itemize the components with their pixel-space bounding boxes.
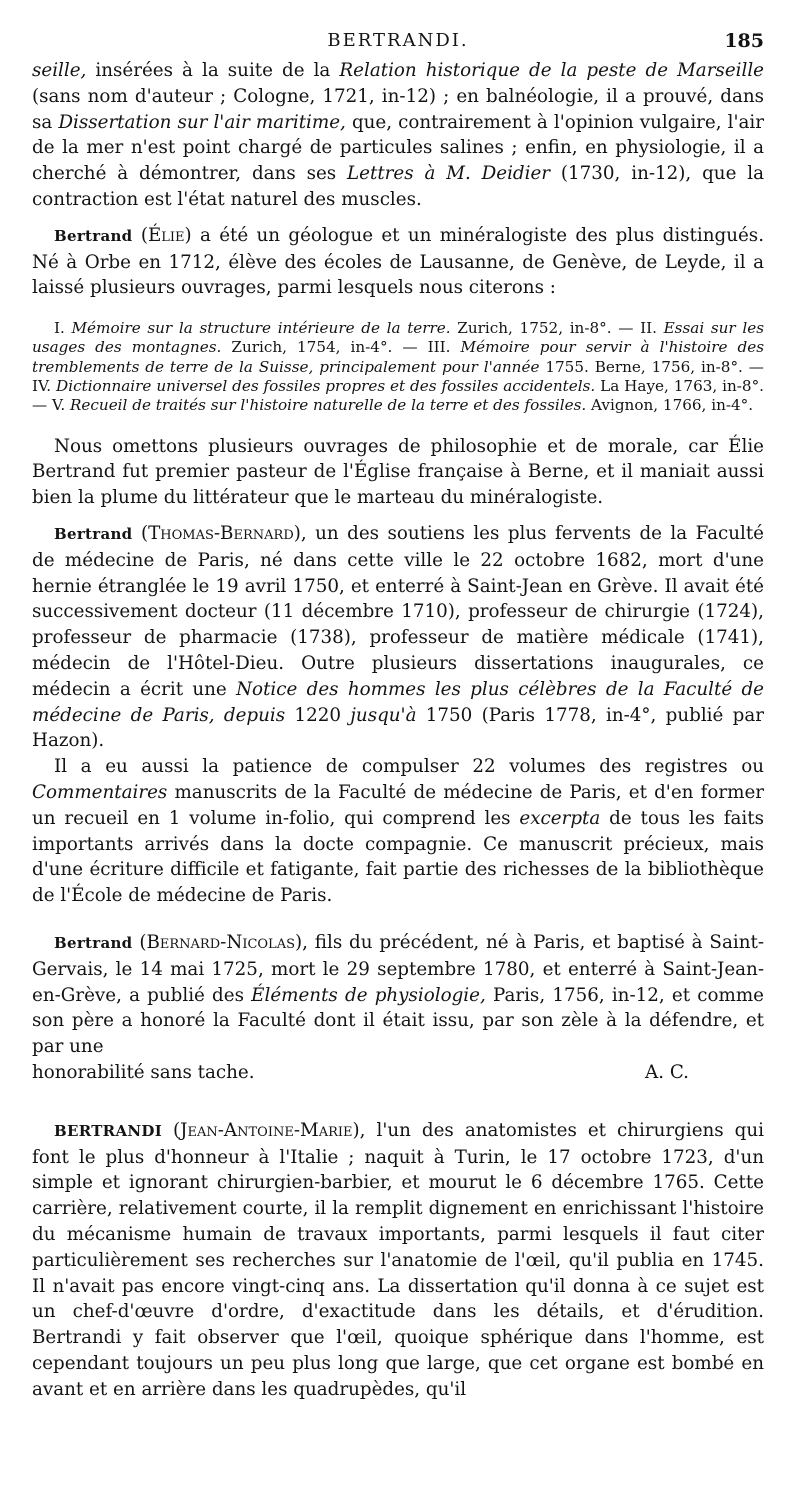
entry-signature-line (32, 1060, 764, 1086)
author-initials: A. C. (645, 1061, 689, 1083)
work-title: Notice des hommes les plus célèbres de la Faculté de médecine de Paris, depuis (32, 678, 764, 726)
book-title: Relation historique de la peste de Marseille (339, 60, 764, 81)
paragraph-continuation (32, 58, 764, 213)
entry-given-name: (Thomas-Bernard) (140, 523, 301, 545)
entry-headword: BERTRANDI (54, 1121, 163, 1140)
entry-bertrandi (32, 1118, 764, 1403)
text-run: insérées à la suite de la (86, 60, 340, 81)
work-title: Mémoire pour servir à l'histoire des tremblements de terre de la Suisse, principalement pour l'année (32, 338, 764, 376)
work-title: Commentaires (32, 782, 168, 804)
entry-bertrand-thomas-bernard (32, 521, 764, 754)
text-run: Il a eu aussi la patience de compulser 22 volumes des registres ou (54, 756, 764, 778)
paragraph-philosophy-note: Nous omettons plusieurs ouvrages de philosophie et de morale, car Élie Bertrand fut premier pasteur de l'Église française à Berne, et il maniait aussi bien la plume du littérateur que le marteau du minéralogiste. (32, 435, 764, 509)
text-run: , l'un des anatomistes et chirurgiens qui font le plus d'honneur à l'Italie ; naquit à Turin, le 17 octobre 1723, d'un simple et ignorant chirurgien-barbier, et mourut le 6 décembre 1765. Cette carrière, relativement courte, il la remplit dignement en enrichissant l'histoire du mécanisme humain de travaux importants, parmi lesquels il faut citer particulièrement ses recherches sur l'anatomie de l'œil, qu'il publia en 1745. Il n'avait pas encore vingt-cinq ans. La dissertation qu'il donna à ce sujet est un chef-d'œuvre d'ordre, d'exactitude dans les détails, et d'érudition. Bertrandi y fait observer que l'œil, quoique sphérique dans l'homme, est cependant toujours un peu plus long que large, que cet organe est bombé en avant et en arrière dans les quadrupèdes, qu'il (32, 1119, 764, 1400)
text-run: I. (54, 319, 72, 338)
entry-bertrand-bernard-nicolas (32, 930, 764, 1060)
work-title: Essai sur les usages des montagnes. (32, 319, 764, 357)
text-run: Zurich, 1754, in-4°. — III. (221, 338, 461, 357)
text-run: Zurich, 1752, in-8°. — II. (450, 319, 664, 338)
running-title: BERTRANDI. (327, 30, 469, 51)
paragraph-commentaires (32, 754, 764, 909)
text-run: (1730, in-12), que la contraction est l'état naturel des muscles. (32, 163, 764, 210)
entry-given-name: (Jean-Antoine-Marie) (173, 1119, 360, 1141)
work-title: Dictionnaire universel des fossiles propres et des fossiles accidentels. (56, 377, 596, 396)
text-run: 1220 (285, 704, 351, 726)
text-run: , fils du précédent, né à Paris, et baptisé à Saint-Gervais, le 14 mai 1725, mort le 29 septembre 1780, et enterré à Saint-Jean-en-Grève, a publié des (32, 932, 764, 1006)
entry-headword: Bertrand (54, 525, 133, 544)
text-run: honorabilité sans tache. (32, 1061, 255, 1083)
work-title: Recueil de traités sur l'histoire naturelle de la terre et des fossiles. (69, 396, 587, 415)
text-run: de tous les faits importants arrivés dans la docte compagnie. Ce manuscrit précieux, mais d'une écriture difficile et fatigante, fait partie des richesses de la bibliothèque de l'École de médecine de Paris. (32, 807, 765, 907)
text-run: (sans nom d'auteur ; Cologne, 1721, in-12) ; en balnéologie, il a prouvé, dans sa (32, 85, 764, 133)
latin-term: excerpta (519, 807, 601, 829)
work-title: Éléments de physiologie, (251, 984, 486, 1006)
work-title: Mémoire sur la structure intérieure de la terre. (71, 319, 451, 338)
text-run: 1755. Berne, 1756, in-8°. — IV. (32, 357, 764, 396)
text-run: , un des soutiens les plus fervents de la Faculté de médecine de Paris, né dans cette ville le 22 octobre 1682, mort d'une hernie étranglée le 19 avril 1750, et enterré à Saint-Jean en Grève. Il avait été successivement docteur (11 décembre 1710), professeur de chirurgie (1724), professeur de pharmacie (1738), professeur de matière médicale (1741), médecin de l'Hôtel-Dieu. Outre plusieurs dissertations inaugurales, ce médecin a écrit une (32, 523, 765, 700)
text-run: a été un géologue et un minéralogiste des plus distingués. Né à Orbe en 1712, élève des écoles de Lausanne, de Genève, de Leyde, il a laissé plusieurs ouvrages, parmi lesquels nous citerons : (32, 224, 765, 299)
text-run: La Haye, 1763, in-8°. — V. (32, 377, 764, 415)
text-run: Avignon, 1766, in-4°. (586, 396, 754, 415)
text-run: que, contrairement à l'opinion vulgaire, l'air de la mer n'est point chargé de particules salines ; enfin, en physiologie, il a cherché à démontrer, dans ses (32, 111, 764, 185)
entry-bertrand-elie (32, 223, 764, 301)
work-title: jusqu'à (350, 704, 417, 726)
text-run: manuscrits de la Faculté de médecine de Paris, et d'en former un recueil en 1 volume in-folio, qui comprend les (32, 782, 764, 829)
entry-headword: Bertrand (54, 226, 133, 245)
entry-given-name: (Élie) (140, 224, 192, 246)
text-run: 1750 (Paris 1778, in-4°, publié par Hazon). (32, 704, 764, 752)
page-number: 185 (724, 30, 764, 52)
book-title: Lettres à M. Deidier (347, 163, 551, 185)
works-list (32, 319, 764, 415)
text-run: seille, (32, 60, 87, 81)
running-header (32, 30, 764, 58)
book-title: Dissertation sur l'air maritime, (58, 111, 346, 133)
entry-given-name: (Bernard-Nicolas) (139, 932, 303, 953)
text-run: Paris, 1756, in-12, et comme son père a honoré la Faculté dont il était issu, par son zèle à la défendre, et par une (32, 984, 764, 1058)
entry-headword: Bertrand (54, 934, 133, 952)
page (32, 30, 764, 1403)
